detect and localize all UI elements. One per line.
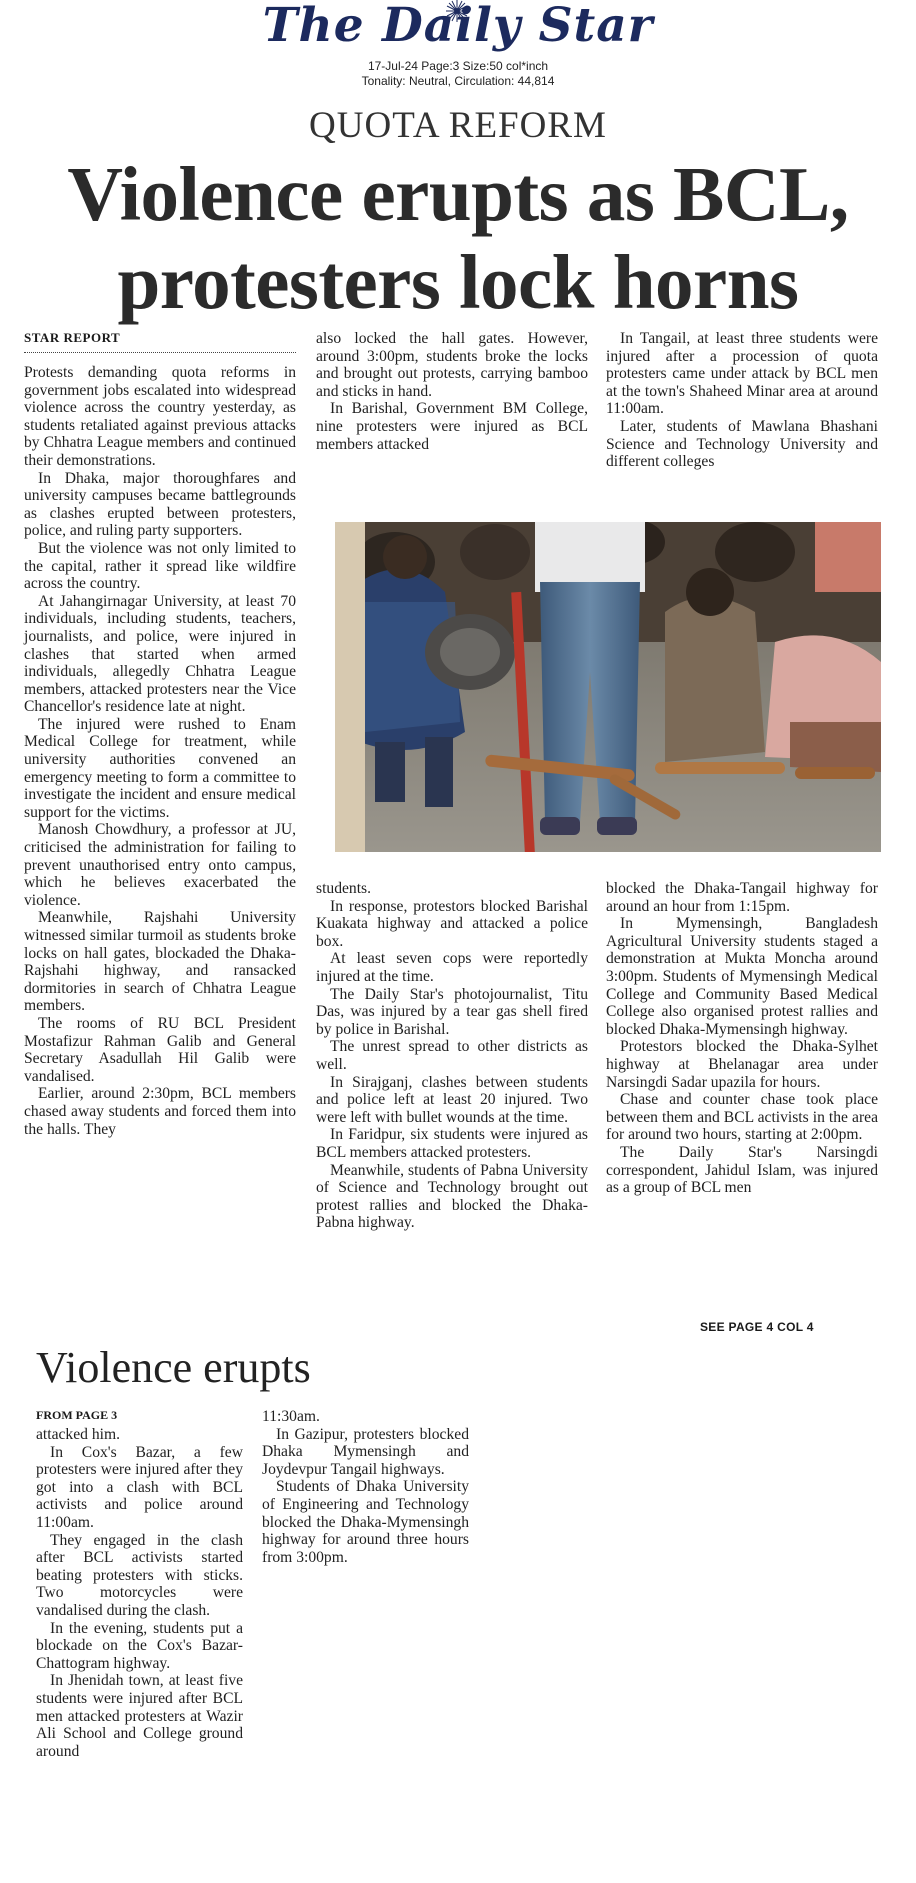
paragraph: Later, students of Mawlana Bhashani Science and Technology University and different colleges [606,417,878,471]
paragraph: In the evening, students put a blockade on the Cox's Bazar-Chattogram highway. [36,1619,243,1672]
paragraph: In Mymensingh, Bangladesh Agricultural University students staged a demonstration at Mukta Moncha around 3:00pm. Students of Mymensingh Medical College and Community Based Medical College also organised protest rallies and blocked Dhaka-Mymensingh highway. [606,915,878,1038]
clipping-meta-date: 17-Jul-24 Page:3 Size:50 col*inch [367,59,549,73]
paragraph: In Jhenidah town, at least five students were injured after BCL men attacked protesters at Wazir Ali School and College ground around [36,1672,243,1760]
paragraph: The unrest spread to other districts as well. [316,1038,588,1073]
continued-from-note: FROM PAGE 3 [36,1408,118,1422]
article-column-2-bottom [316,880,588,1232]
paragraph: also locked the hall gates. However, around 3:00pm, students broke the locks and brought out protests, carrying bamboo and sticks in hand. [316,330,588,400]
paragraph: In Dhaka, major thoroughfares and university campuses became battlegrounds as clashes erupted between protesters, police, and ruling party supporters. [24,469,296,540]
paragraph: The injured were rushed to Enam Medical College for treatment, while university authorities convened an emergency meeting to form a committee to investigate the incident and ensure medical support for the victims. [24,715,296,821]
paragraph: In Barishal, Government BM College, nine protesters were injured as BCL members attacked [316,400,588,453]
paragraph: Protests demanding quota reforms in government jobs escalated into widespread violence across the country yesterday, as students retaliated against previous attacks by Chhatra League members and continued their demonstrations. [24,364,296,469]
protest-photo-illustration [335,522,881,852]
paragraph: 11:30am. [262,1408,320,1425]
paragraph: In Sirajganj, clashes between students and police left at least 20 injured. Two were left with bullet wounds at the time. [316,1073,588,1126]
paragraph: At least seven cops were reportedly injured at the time. [316,950,588,985]
paragraph: In Gazipur, protesters blocked Dhaka Mymensingh and Joydevpur Tangail highways. [262,1425,469,1478]
paragraph: But the violence was not only limited to the capital, rather it spread like wildfire across the country. [24,539,296,593]
paragraph: The Daily Star's photojournalist, Titu Das, was injured by a tear gas shell fired by police in Barishal. [316,985,588,1038]
continuation-column-1 [36,1426,243,1760]
article-column-1 [24,364,296,1138]
paragraph: In Faridpur, six students were injured as BCL members attacked protesters. [316,1126,588,1161]
article-column-3-bottom [606,880,878,1197]
paragraph: Chase and counter chase took place between them and BCL activists in the area for around two hours, starting at 2:00pm. [606,1091,878,1144]
paragraph: Students of Dhaka University of Engineering and Technology blocked the Dhaka-Mymensingh highway for around three hours from 3:00pm. [262,1478,469,1566]
article-headline: Violence erupts as BCL, protesters lock horns [67,151,849,325]
article-column-2-top [316,330,588,453]
article-kicker: QUOTA REFORM [309,105,607,146]
paragraph: They engaged in the clash after BCL activists started beating protesters with sticks. Two motorcycles were vandalised during the clash. [36,1531,243,1619]
paragraph: Meanwhile, students of Pabna University of Science and Technology brought out protest rallies and blocked the Dhaka-Pabna highway. [316,1161,588,1232]
paragraph: In Cox's Bazar, a few protesters were injured after they got into a clash with BCL activists and police around 11:00am. [36,1443,243,1531]
paragraph: In Tangail, at least three students were injured after a procession of quota protesters came under attack by BCL men at the town's Shaheed Minar area at around 11:00am. [606,330,878,418]
article-column-3-top [606,330,878,471]
paragraph: Manosh Chowdhury, a professor at JU, criticised the administration for failing to prevent unauthorised entry onto campus, which he believes exacerbated the violence. [24,821,296,909]
paragraph: attacked him. [36,1426,120,1443]
continued-on-note: SEE PAGE 4 COL 4 [700,1320,814,1334]
paragraph: The Daily Star's Narsingdi correspondent, Jahidul Islam, was injured as a group of BCL men [606,1143,878,1197]
byline-divider [24,352,296,353]
newspaper-logo: The Daily Star [262,0,654,53]
continuation-title: Violence erupts [36,1343,311,1392]
continuation-column-2 [262,1408,469,1566]
clipping-meta-tonality: Tonality: Neutral, Circulation: 44,814 [361,74,555,88]
protest-photo [335,522,881,852]
paragraph: In response, protestors blocked Barishal Kuakata highway and attacked a police box. [316,897,588,950]
paragraph: Protestors blocked the Dhaka-Sylhet highway at Bhelanagar area under Narsingdi Sadar upazila for hours. [606,1038,878,1091]
paragraph: students. [316,880,372,897]
paragraph: The rooms of RU BCL President Mostafizur Rahman Galib and General Secretary Asadullah Hil Galib were vandalised. [24,1014,296,1085]
paragraph: blocked the Dhaka-Tangail highway for around an hour from 1:15pm. [606,880,878,915]
paragraph: Earlier, around 2:30pm, BCL members chased away students and forced them into the halls. They [24,1085,296,1138]
masthead [0,0,916,100]
paragraph: Meanwhile, Rajshahi University witnessed similar turmoil as students broke locks on hall gates, blockaded the Dhaka-Rajshahi highway, and ransacked dormitories in search of Chhatra League members. [24,909,296,1015]
byline: STAR REPORT [24,330,121,345]
paragraph: At Jahangirnagar University, at least 70 individuals, including students, teachers, journalists, and police, were injured in clashes that started when armed individuals, allegedly Chhatra League members, attacked protesters near the Vice Chancellor's residence late at night. [24,592,296,716]
